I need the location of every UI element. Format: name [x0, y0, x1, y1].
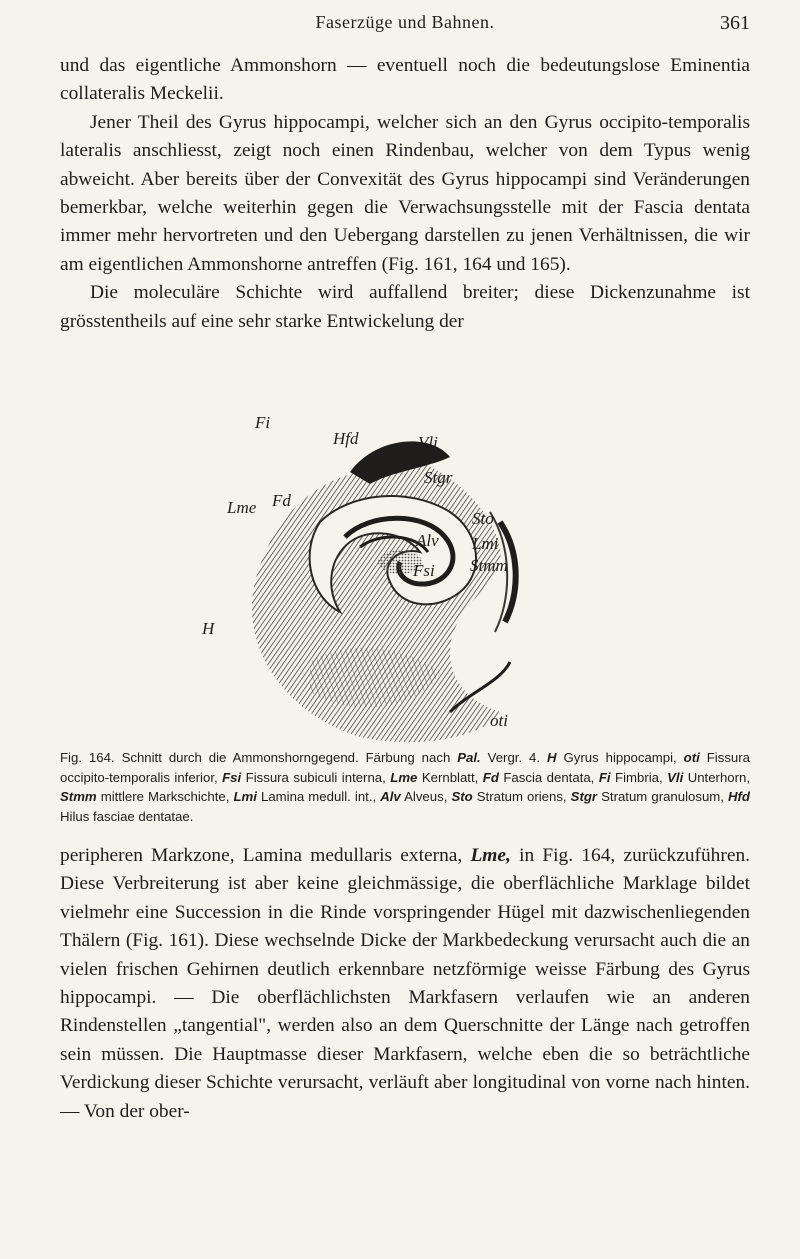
caption-abbreviation: Sto [451, 789, 473, 805]
caption-definition: Gyrus hippocampi, [556, 750, 684, 765]
caption-abbreviation: Vli [667, 769, 684, 785]
caption-definition: Fissura subiculi interna, [241, 769, 391, 785]
text-run: peripheren Markzone, Lamina medullaris externa, [60, 845, 463, 866]
caption-abbreviation: Lme [390, 769, 418, 785]
caption-definition: Fimbria, [610, 769, 668, 785]
running-head: Faserzüge und Bahnen. [315, 12, 495, 32]
figure-label: Hfd [333, 429, 359, 448]
figure-label: Fi [255, 413, 271, 432]
paragraph: Jener Theil des Gyrus hippocampi, welcher sich an den Gyrus occipito-temporalis lateralis anschliesst, zeigt noch einen Rindenbau, welcher von dem Typus wenig abweicht. Aber bereits über der Convexität des Gyrus hippocampi sind Veränderungen bemerkbar, welche weiterhin gegen die Verwachsungsstelle mit der Fascia dentata immer mehr hervortreten und den Uebergang darstellen zu jenen Verhältnissen, die wir am eigentlichen Ammonshorne antreffen (Fig. 161, 164 und 165). [60, 111, 750, 275]
paragraph: Die moleculäre Schichte wird auffallend breiter; diese Dickenzunahme ist grösstentheils auf eine sehr starke Entwickelung der [60, 282, 750, 332]
caption-intro: Schnitt durch die Ammonshorngegend. Färbung nach [121, 750, 451, 765]
caption-abbreviation: Fi [598, 769, 611, 785]
figure-label: Sto [472, 509, 494, 528]
figure-164 [200, 412, 600, 747]
caption-definition: Stratum oriens, [472, 789, 571, 805]
figure-label: H [202, 619, 215, 638]
page-header [60, 12, 750, 40]
caption-abbreviation: Lmi [233, 789, 257, 805]
caption-definition: Fissura occipito-temporalis inferior, [60, 750, 750, 785]
caption-definition: Hilus fasciae dentatae. [60, 808, 194, 824]
caption-stain: Pal. [457, 750, 481, 765]
caption-abbreviation: H [547, 750, 557, 765]
caption-abbreviation: oti [683, 750, 700, 765]
figure-label: Lmi [472, 534, 499, 553]
caption-abbreviation: Hfd [728, 789, 750, 805]
hippocampus-section-illustration [200, 412, 600, 747]
caption-definition: Lamina medull. int., [256, 789, 381, 805]
caption-magnification: Vergr. 4. [487, 750, 541, 765]
caption-abbreviation: Alv [380, 789, 401, 805]
body-text-bottom [60, 842, 750, 1126]
caption-definition: mittlere Markschichte, [96, 789, 234, 805]
figure-label: Fsi [413, 561, 435, 580]
paragraph: und das eigentliche Ammonshorn — eventuell noch die bedeutungslose Eminentia collateralis Meckelii. [60, 55, 750, 105]
caption-abbreviation: Fd [482, 769, 499, 785]
figure-label: Vli [418, 433, 438, 452]
figure-caption [60, 748, 750, 826]
caption-definition: Alveus, [400, 789, 452, 805]
page-number: 361 [720, 12, 750, 34]
text-run: in Fig. 164, zurückzuführen. Diese Verbreiterung ist aber keine gleichmässige, die oberflächliche Marklage bildet vielmehr eine Succession in die Rinde vorspringender Hügel mit dazwischenliegenden Thälern (Fig. 161). Diese wechselnde Dicke der Markbedeckung verursacht auch die an vielen frischen Gehirnen deutlich erkennbare netzförmige weisse Färbung des Gyrus hippocampi. — Die oberflächlichsten Markfasern verlaufen wie an anderen Rindenstellen „tangential", werden also an dem Querschnitte der Länge nach getroffen sein müssen. Die Hauptmasse dieser Markfasern, welche eben die so beträchtliche Verdickung dieser Schichte verursacht, verläuft aber longitudinal von vorne nach hinten. — Von der ober- [60, 845, 750, 1122]
caption-definition: Kernblatt, [417, 769, 483, 785]
body-text-top [60, 52, 750, 336]
caption-abbreviation: Stgr [570, 789, 598, 805]
figure-label: oti [490, 711, 508, 730]
caption-figure-number: Fig. 164. [60, 750, 115, 765]
paragraph [60, 842, 750, 1126]
figure-label: Alv [416, 531, 439, 550]
figure-label: Stmm [470, 556, 508, 575]
caption-definition: Unterhorn, [683, 769, 751, 785]
figure-label: Lme [227, 498, 257, 517]
figure-label: Stgr [424, 468, 453, 487]
caption-abbreviation: Fsi [222, 769, 242, 785]
caption-definition: Fascia dentata, [498, 769, 599, 785]
caption-abbreviation: Stmm [60, 789, 97, 805]
figure-label: Fd [272, 491, 291, 510]
abbreviation: Lme, [470, 845, 511, 866]
caption-definition: Stratum granulosum, [597, 789, 729, 805]
